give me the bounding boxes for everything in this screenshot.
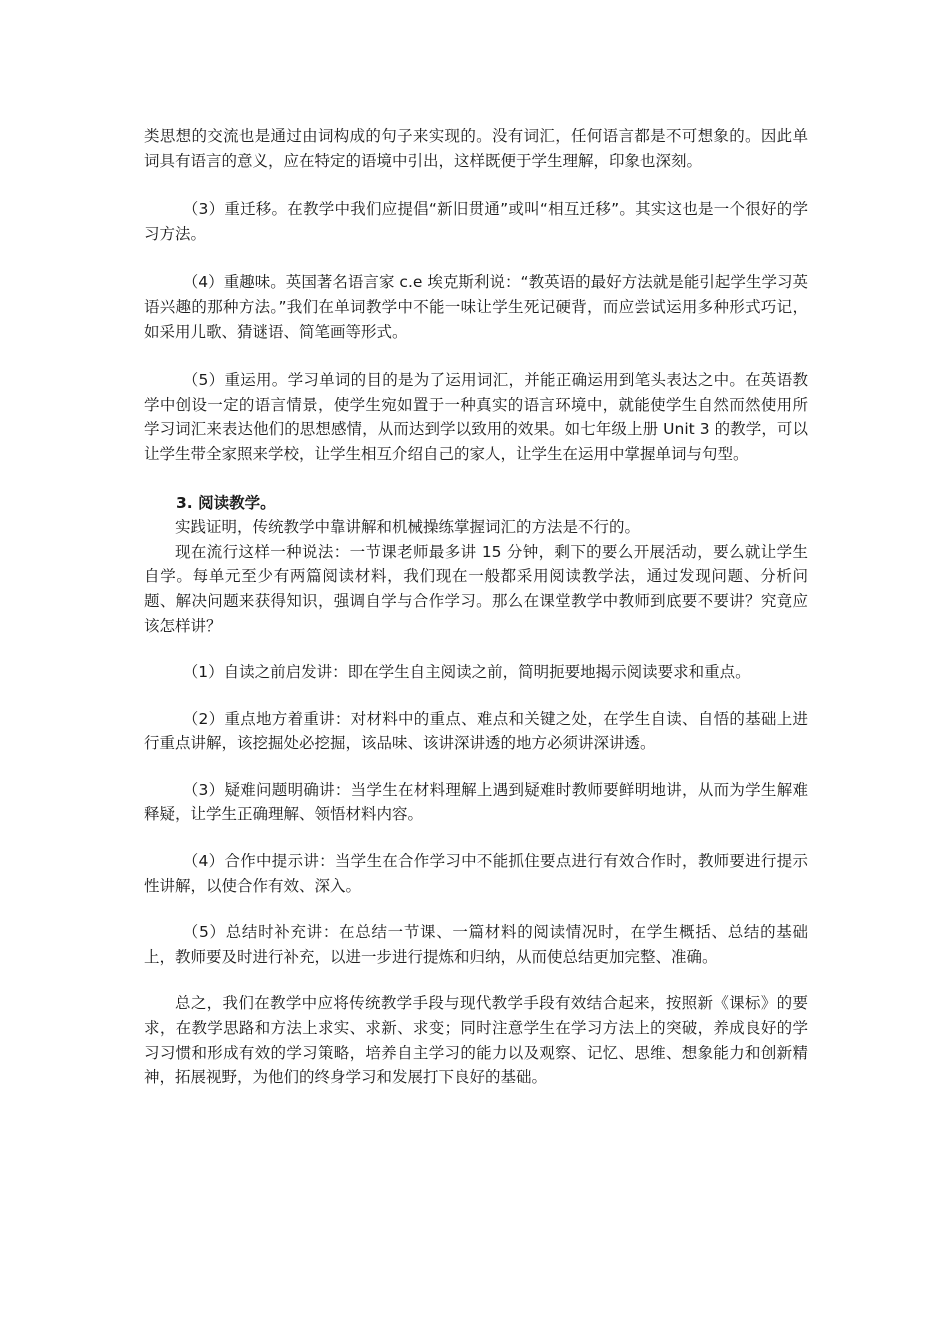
conclusion-paragraph: 总之，我们在教学中应将传统教学手段与现代教学手段有效结合起来，按照新《课标》的要求，在教学思路和方法上求实、求新、求变；同时注意学生在学习方法上的突破，养成良好的学习习惯和形成有效的学习策略，培养自主学习的能力以及观察、记忆、思维、想象能力和创新精神，拓展视野，为他们的终身学习和发展打下良好的基础。 (144, 994, 808, 1087)
reading-item-3: （3）疑难问题明确讲：当学生在材料理解上遇到疑难时教师要鲜明地讲，从而为学生解难释疑，让学生正确理解、领悟材料内容。 (144, 780, 808, 824)
section-3-para-1: 实践证明，传统教学中靠讲解和机械操练掌握词汇的方法是不行的。 (175, 518, 641, 537)
reading-item-1: （1）自读之前启发讲：即在学生自主阅读之前，简明扼要地揭示阅读要求和重点。 (182, 663, 751, 682)
reading-item-4: （4）合作中提示讲：当学生在合作学习中不能抓住要点进行有效合作时，教师要进行提示性讲解，以使合作有效、深入。 (144, 852, 808, 895)
point-5-paragraph: （5）重运用。学习单词的目的是为了运用词汇，并能正确运用到笔头表达之中。在英语教学中创设一定的语言情景，使学生宛如置于一种真实的语言环境中，就能使学生自然而然使用所学习词汇来表达他们的思想感情，从而达到学以致用的效果。如七年级上册 Unit 3 的教学，可以让学生带全家照来学校，让学生相互介绍自己的家人，让学生在运用中掌握单词与句型。 (144, 371, 808, 463)
intro-paragraph: 类思想的交流也是通过由词构成的句子来实现的。没有词汇，任何语言都是不可想象的。因此单词具有语言的意义，应在特定的语境中引出，这样既便于学生理解，印象也深刻。 (144, 127, 808, 170)
document-page (144, 124, 808, 1090)
reading-item-2: （2）重点地方着重讲：对材料中的重点、难点和关键之处，在学生自读、自悟的基础上进行重点讲解，该挖掘处必挖掘，该品味、该讲深讲透的地方必须讲深讲透。 (144, 709, 808, 753)
point-4-paragraph: （4）重趣味。英国著名语言家 c.e 埃克斯利说：“教英语的最好方法就是能引起学生学习英语兴趣的那种方法。”我们在单词教学中不能一味让学生死记硬背，而应尝试运用多种形式巧记，如采用儿歌、猜谜语、简笔画等形式。 (144, 273, 808, 341)
section-3-heading: 3. 阅读教学。 (176, 493, 276, 512)
section-3-para-2: 现在流行这样一种说法：一节课老师最多讲 15 分钟，剩下的要么开展活动，要么就让学生自学。每单元至少有两篇阅读材料，我们现在一般都采用阅读教学法，通过发现问题、分析问题、解决问题来获得知识，强调自学与合作学习。那么在课堂教学中教师到底要不要讲？究竟应该怎样讲？ (144, 542, 808, 635)
point-3-paragraph: （3）重迁移。在教学中我们应提倡“新旧贯通”或叫“相互迁移”。其实这也是一个很好的学习方法。 (144, 200, 808, 243)
reading-item-5: （5）总结时补充讲：在总结一节课、一篇材料的阅读情况时，在学生概括、总结的基础上，教师要及时进行补充，以进一步进行提炼和归纳，从而使总结更加完整、准确。 (144, 923, 808, 966)
